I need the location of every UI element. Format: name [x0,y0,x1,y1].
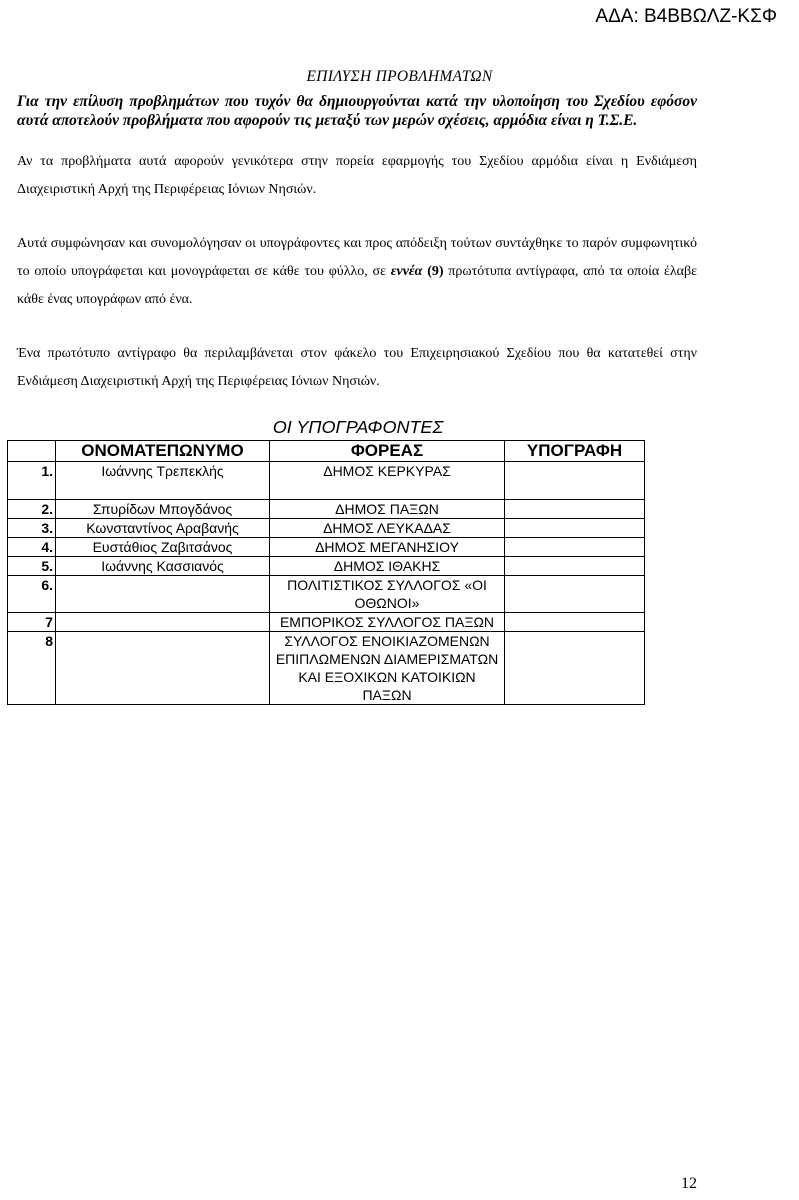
paragraph-2-after: πρωτότυπα αντίγραφα, από τα οποία έλαβε κάθε ένας υπογράφων από ένα. [17,264,698,307]
table-row [8,519,645,538]
row-number: 1. [8,462,56,500]
page-number: 12 [681,1175,697,1192]
signature-cell[interactable] [505,613,645,632]
paragraph-2-before: Αυτά συμφώνησαν και συνομολόγησαν οι υπογράφοντες και προς απόδειξη τούτων συντάχθηκε το παρόν συμφωνητικό το οποίο υπογράφεται και μονογράφεται σε κάθε του φύλλο, σε [17,236,697,279]
paragraph-2-count-number: (9) [427,264,444,279]
signatory-name [56,576,270,613]
signatory-name [56,613,270,632]
signatories-title: ΟΙ ΥΠΟΓΡΑΦΟΝΤΕΣ [272,417,444,437]
row-number: 7 [8,613,56,632]
signature-cell[interactable] [505,632,645,705]
signature-cell[interactable] [505,519,645,538]
table-row [8,538,645,557]
signatory-organization: ΕΜΠΟΡΙΚΟΣ ΣΥΛΛΟΓΟΣ ΠΑΞΩΝ [270,613,505,632]
signature-cell[interactable] [505,538,645,557]
section-title: ΕΠΙΛΥΣΗ ΠΡΟΒΛΗΜΑΤΩΝ [306,68,493,85]
bold-paragraph: Για την επίλυση προβλημάτων που τυχόν θα δημιουργούνται κατά την υλοποίηση του Σχεδίου εφόσον αυτά αποτελούν προβλήματα που αφορούν τις μεταξύ των μερών σχέσεις, αρμόδια είναι η Τ.Σ.Ε. [17,93,697,129]
signature-cell[interactable] [505,557,645,576]
ada-code: ΑΔΑ: Β4ΒΒΩΛΖ-ΚΣΦ [595,6,777,27]
row-number: 5. [8,557,56,576]
row-number: 6. [8,576,56,613]
signatory-name: Σπυρίδων Μπογδάνος [56,500,270,519]
header-organization: ΦΟΡΕΑΣ [270,441,505,462]
signatories-table [7,440,645,705]
signatory-organization: ΔΗΜΟΣ ΚΕΡΚΥΡΑΣ [270,462,505,500]
signatory-organization: ΠΟΛΙΤΙΣΤΙΚΟΣ ΣΥΛΛΟΓΟΣ «ΟΙ ΟΘΩΝΟΙ» [270,576,505,613]
signatory-name: Ιωάννης Τρεπεκλής [56,462,270,500]
signatory-name: Ιωάννης Κασσιανός [56,557,270,576]
paragraph-2-count-word: εννέα [390,264,423,279]
signatory-organization: ΔΗΜΟΣ ΙΘΑΚΗΣ [270,557,505,576]
signature-cell[interactable] [505,576,645,613]
header-number [8,441,56,462]
paragraph-2 [17,230,697,314]
table-row [8,576,645,613]
signature-cell[interactable] [505,500,645,519]
table-row [8,557,645,576]
paragraph-1: Αν τα προβλήματα αυτά αφορούν γενικότερα στην πορεία εφαρμογής του Σχεδίου αρμόδια είναι η Ενδιάμεση Διαχειριστική Αρχή της Περιφέρειας Ιόνιων Νησιών. [17,154,697,197]
table-row [8,462,645,500]
row-number: 3. [8,519,56,538]
table-row [8,632,645,705]
signatory-name: Κωνσταντίνος Αραβανής [56,519,270,538]
row-number: 2. [8,500,56,519]
signatory-name: Ευστάθιος Ζαβιτσάνος [56,538,270,557]
signatory-organization: ΔΗΜΟΣ ΜΕΓΑΝΗΣΙΟΥ [270,538,505,557]
signatory-organization: ΔΗΜΟΣ ΠΑΞΩΝ [270,500,505,519]
signature-cell[interactable] [505,462,645,500]
table-header-row [8,441,645,462]
paragraph-3: Ένα πρωτότυπο αντίγραφο θα περιλαμβάνεται στον φάκελο του Επιχειρησιακού Σχεδίου που θα κατατεθεί στην Ενδιάμεση Διαχειριστική Αρχή της Περιφέρειας Ιόνιων Νησιών. [17,346,697,389]
row-number: 4. [8,538,56,557]
signatory-organization: ΔΗΜΟΣ ΛΕΥΚΑΔΑΣ [270,519,505,538]
header-name: ΟΝΟΜΑΤΕΠΩΝΥΜΟ [56,441,270,462]
table-row [8,500,645,519]
table-row [8,613,645,632]
header-signature: ΥΠΟΓΡΑΦΗ [505,441,645,462]
signatory-organization: ΣΥΛΛΟΓΟΣ ΕΝΟΙΚΙΑΖΟΜΕΝΩΝ ΕΠΙΠΛΩΜΕΝΩΝ ΔΙΑΜΕΡΙΣΜΑΤΩΝ ΚΑΙ ΕΞΟΧΙΚΩΝ ΚΑΤΟΙΚΙΩΝ ΠΑΞΩΝ [270,632,505,705]
row-number: 8 [8,632,56,705]
signatory-name [56,632,270,705]
